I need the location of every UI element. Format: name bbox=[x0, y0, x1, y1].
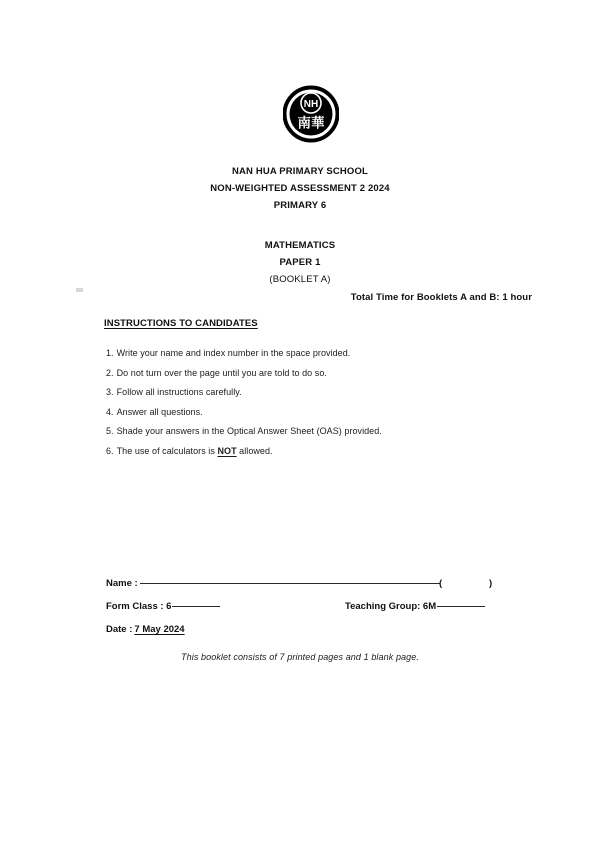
name-input[interactable] bbox=[140, 583, 440, 584]
school-name: NAN HUA PRIMARY SCHOOL bbox=[232, 166, 368, 177]
name-row bbox=[106, 578, 506, 601]
instruction-text: Answer all questions. bbox=[116, 406, 203, 417]
teaching-group-label: Teaching Group: 6M bbox=[345, 601, 437, 612]
booklet-title: (BOOKLET A) bbox=[269, 274, 331, 285]
svg-text:南華: 南華 bbox=[297, 115, 325, 132]
instruction-number: 3. bbox=[106, 387, 114, 397]
form-class-input[interactable] bbox=[172, 606, 220, 607]
name-label: Name : bbox=[106, 578, 138, 589]
instruction-item bbox=[106, 364, 526, 384]
instruction-emphasis: NOT bbox=[217, 445, 237, 456]
document-heading bbox=[0, 163, 600, 288]
heading-spacer bbox=[0, 214, 600, 237]
instruction-text: Do not turn over the page until you are told to do so. bbox=[116, 367, 327, 378]
school-crest-icon bbox=[283, 85, 339, 143]
teaching-group-input[interactable] bbox=[437, 606, 485, 607]
date-label: Date : bbox=[106, 624, 133, 635]
scan-artifact bbox=[76, 288, 83, 292]
instruction-number: 2. bbox=[106, 367, 114, 378]
total-time-note: Total Time for Booklets A and B: 1 hour bbox=[350, 292, 532, 303]
index-paren-open: ( bbox=[439, 578, 443, 589]
assessment-title: NON-WEIGHTED ASSESSMENT 2 2024 bbox=[210, 183, 390, 194]
instruction-text-after: allowed. bbox=[236, 445, 273, 456]
instruction-text: Write your name and index number in the space provided. bbox=[116, 348, 351, 358]
booklet-page-count-note: This booklet consists of 7 printed pages and 1 blank page. bbox=[181, 652, 419, 662]
instruction-text: Shade your answers in the Optical Answer Sheet (OAS) provided. bbox=[116, 426, 382, 436]
instruction-item bbox=[106, 403, 526, 423]
class-row bbox=[106, 601, 506, 624]
instructions-heading: INSTRUCTIONS TO CANDIDATES bbox=[104, 318, 258, 329]
instruction-text: Follow all instructions carefully. bbox=[116, 387, 242, 397]
subject-title: MATHEMATICS bbox=[264, 240, 336, 251]
index-paren-close: ) bbox=[489, 578, 493, 589]
instruction-item bbox=[106, 422, 526, 442]
date-row bbox=[106, 624, 506, 647]
svg-text:NH: NH bbox=[303, 99, 319, 110]
level-title: PRIMARY 6 bbox=[273, 200, 327, 211]
teaching-group-field bbox=[345, 601, 485, 612]
date-value: 7 May 2024 bbox=[134, 624, 185, 635]
instruction-number: 6. bbox=[106, 445, 114, 456]
instruction-item bbox=[106, 344, 526, 364]
instruction-item bbox=[106, 442, 526, 462]
paper-title: PAPER 1 bbox=[279, 257, 321, 268]
form-class-label: Form Class : 6 bbox=[106, 601, 172, 612]
instruction-item bbox=[106, 383, 526, 403]
candidate-particulars bbox=[106, 578, 506, 647]
instruction-number: 4. bbox=[106, 406, 114, 417]
instruction-text-before: The use of calculators is bbox=[116, 445, 218, 456]
instruction-number: 1. bbox=[106, 348, 114, 358]
instruction-number: 5. bbox=[106, 426, 114, 436]
instructions-list bbox=[106, 344, 526, 461]
